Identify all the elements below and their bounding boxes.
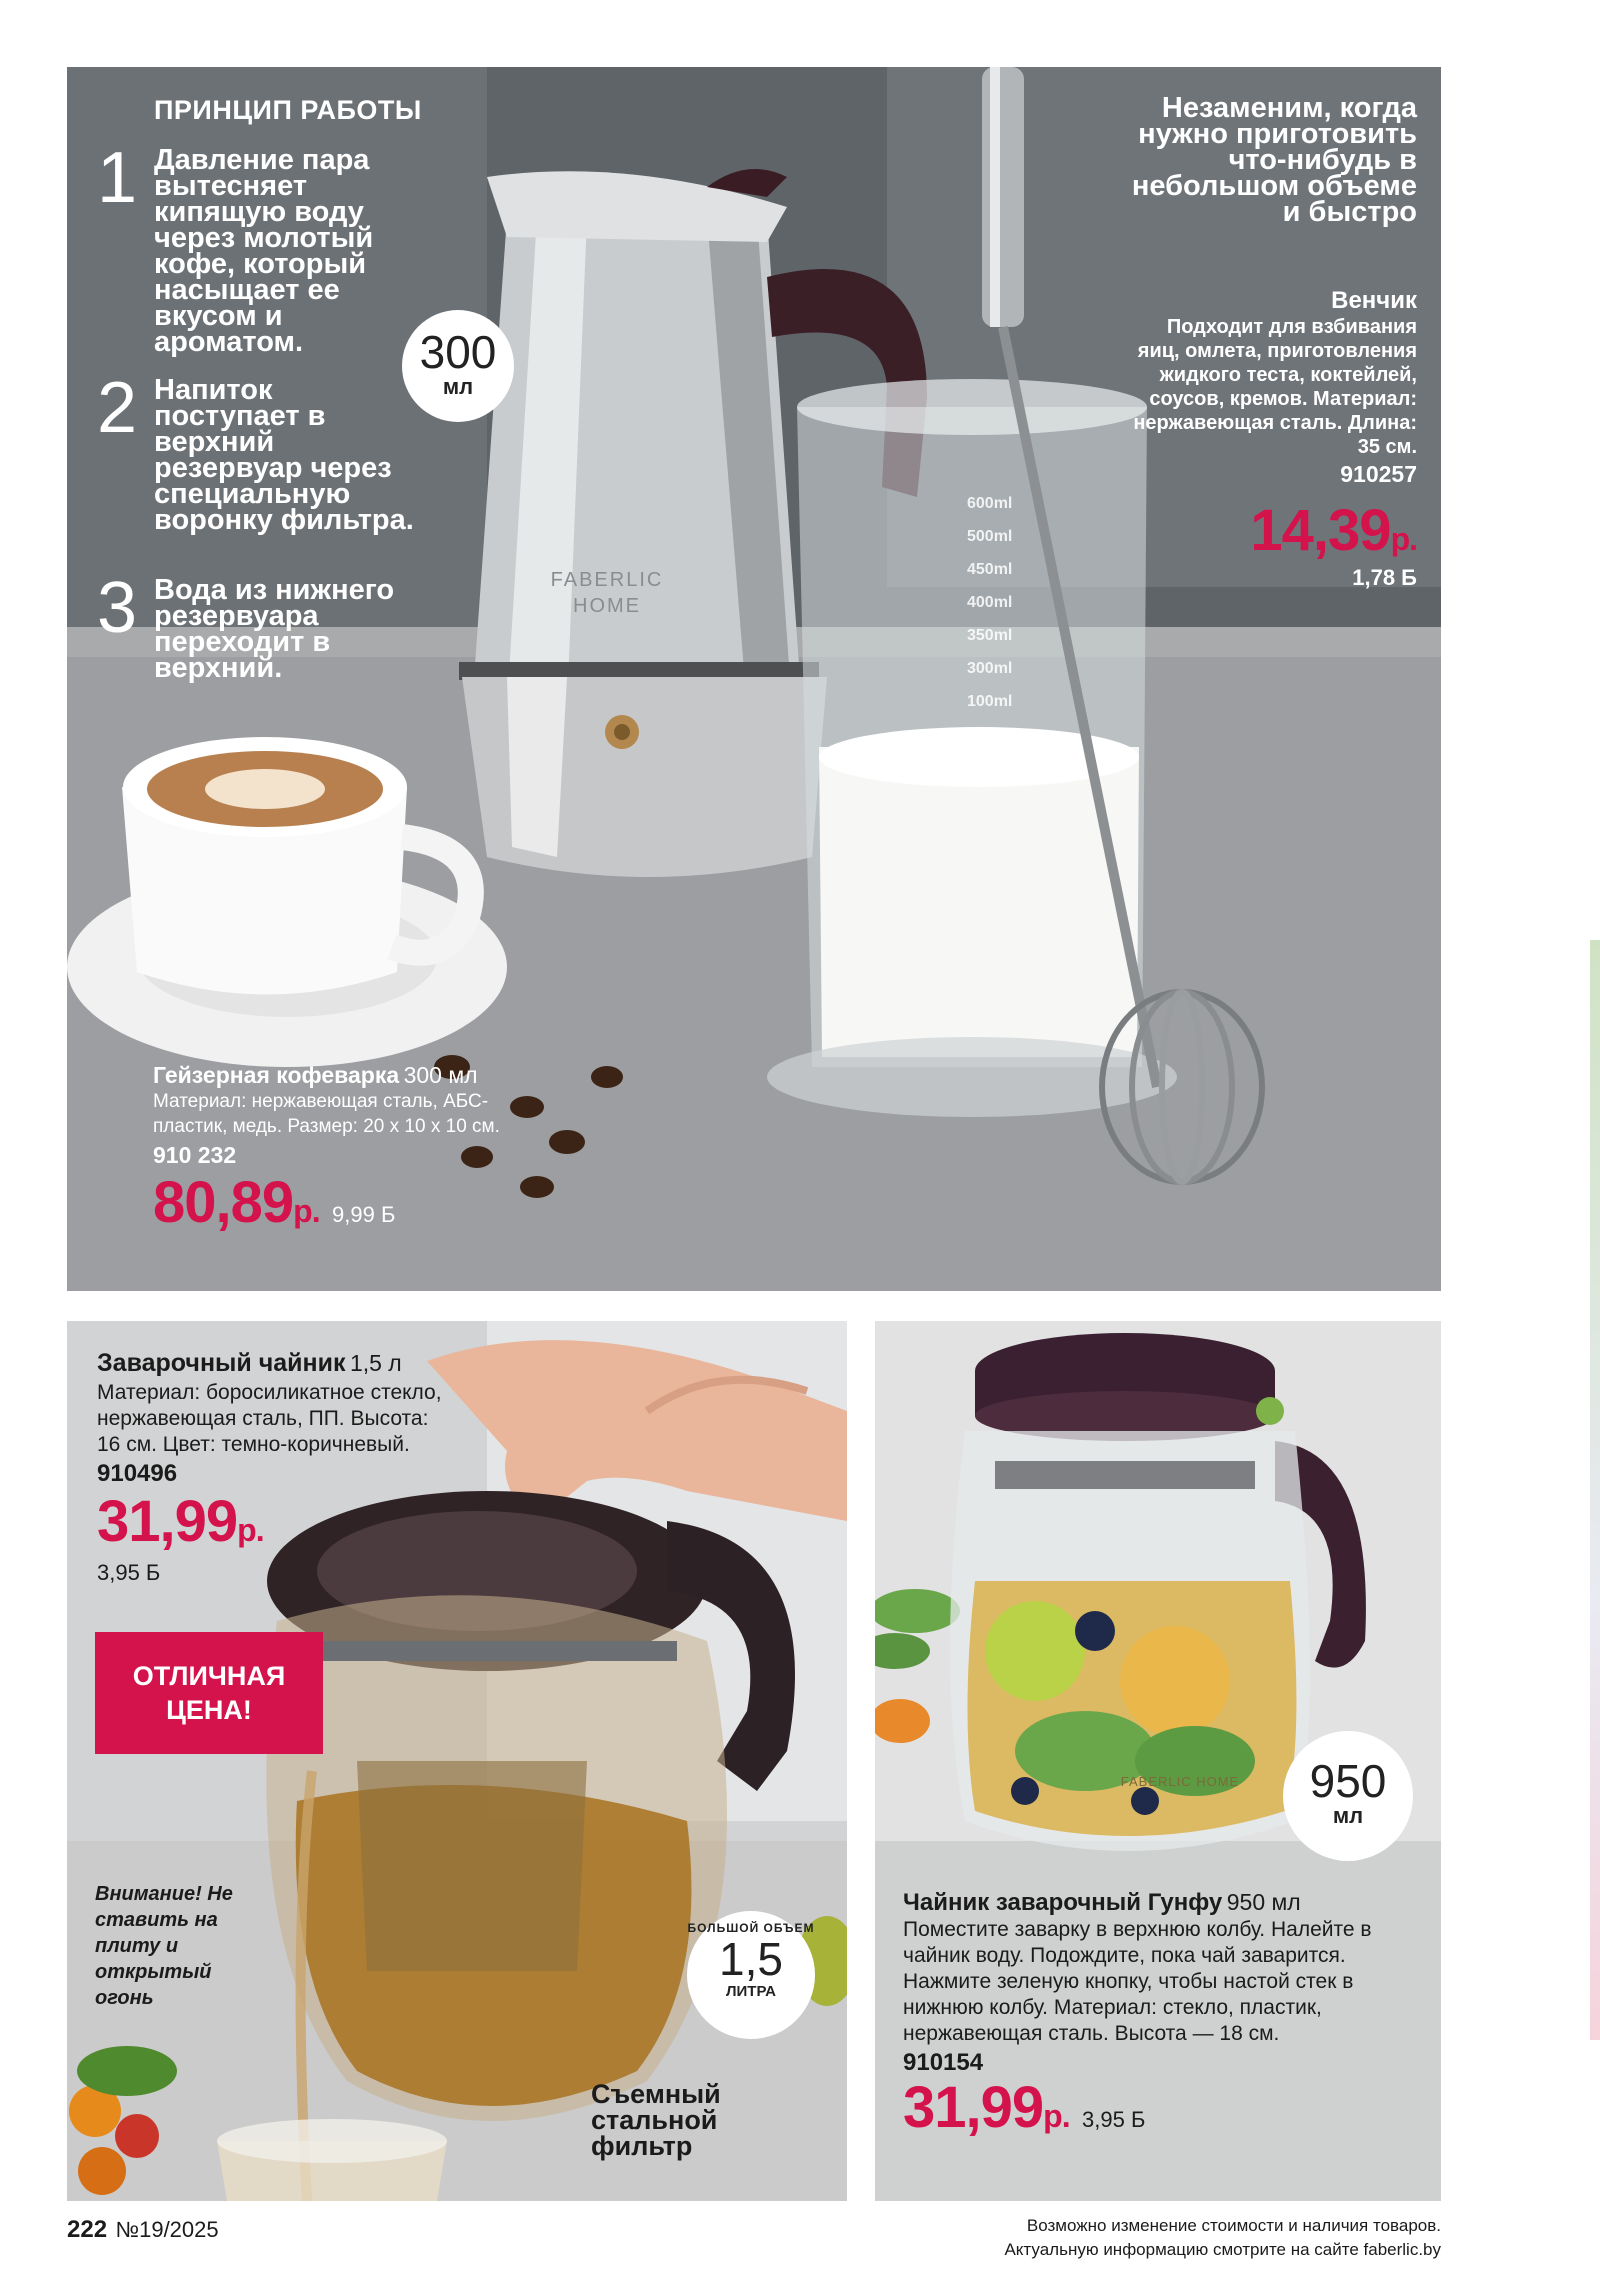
step-number: 2 — [97, 368, 138, 448]
warning-text: Внимание! Не ставить на плиту и открытый огонь — [95, 1883, 233, 2009]
product-name: Чайник заварочный Гунфу — [903, 1889, 1223, 1916]
step-number: 3 — [97, 568, 138, 648]
principle-title: ПРИНЦИП РАБОТЫ — [154, 95, 422, 125]
product-name: Заварочный чайник — [97, 1349, 346, 1377]
product-points: 3,95 Б — [97, 1560, 161, 1585]
filter-note: Съемный стальной фильтр — [591, 2079, 721, 2161]
page-footer — [67, 2214, 1441, 2274]
volume-badge-value: 950 — [1309, 1755, 1387, 1807]
product-points: 3,95 Б — [1082, 2107, 1146, 2132]
volume-badge-unit: мл — [1332, 1803, 1364, 1828]
beaker-scale-mark: 400ml — [967, 594, 1013, 611]
teapot-info — [97, 1349, 497, 1586]
beaker-scale-mark: 500ml — [967, 528, 1013, 545]
beaker-scale-mark: 450ml — [967, 561, 1013, 578]
pot-brand-label: FABERLIC HOME — [550, 569, 664, 617]
teapot-product-panel — [67, 1321, 847, 2201]
beaker-scale-mark: 350ml — [967, 627, 1013, 644]
coffee-maker-product — [153, 1062, 573, 1233]
promo-badge — [95, 1632, 323, 1754]
beaker-scale-marks — [967, 487, 1117, 718]
step-text: Вода из нижнего резервуара переходит в верхний. — [154, 574, 395, 684]
step-text: Давление пара вытесняет кипящую воду через молотый кофе, который насыщает ее вкусом и ароматом. — [154, 144, 374, 358]
step-number: 1 — [97, 138, 138, 218]
badge-arc-text: БОЛЬШОЙ ОБЪЕМ — [687, 1921, 815, 1935]
volume-badge-unit: мл — [442, 374, 474, 399]
volume-badge — [1283, 1731, 1413, 1861]
price-currency: р. — [1390, 521, 1417, 557]
product-volume: 1,5 л — [349, 1350, 402, 1376]
product-description: Материал: боросиликатное стекло, нержавеющая сталь, ПП. Высота: 16 см. Цвет: темно-коричневый. — [97, 1381, 442, 1456]
volume-badge — [687, 1911, 815, 2039]
product-name: Гейзерная кофеварка — [153, 1062, 400, 1088]
volume-badge-unit: ЛИТРА — [726, 1983, 776, 2000]
price-currency: р. — [1043, 2098, 1070, 2134]
gongfu-teapot-panel — [875, 1321, 1441, 2201]
disclaimer-line-1: Возможно изменение стоимости и наличия товаров. — [1026, 2216, 1441, 2235]
product-volume: 300 мл — [403, 1062, 478, 1088]
disclaimer-line-2: Актуальную информацию смотрите на сайте faberlic.by — [1004, 2240, 1441, 2259]
beaker-scale-mark: 300ml — [967, 660, 1013, 677]
product-volume: 950 мл — [1226, 1889, 1301, 1915]
gongfu-info — [903, 1889, 1433, 2140]
product-description: Материал: нержавеющая сталь, АБС-пластик, медь. Размер: 20 x 10 x 10 см. — [153, 1091, 500, 1137]
product-code: 910 232 — [153, 1142, 237, 1168]
product-points: 1,78 Б — [1352, 565, 1417, 590]
product-description: Поместите заварку в верхнюю колбу. Налейте в чайник воду. Подождите, пока чай заварится. Нажмите зеленую кнопку, чтобы настой стек в нижнюю колбу. Материал: стекло, пластик, нержавеющая сталь. Высота — 18 см. — [903, 1918, 1372, 2045]
issue-number: №19/2025 — [115, 2217, 219, 2242]
product-description: Подходит для взбивания яиц, омлета, приготовления жидкого теста, коктейлей, соусов, кремов. Материал: нержавеющая сталь. Длина: 35 см. — [1133, 316, 1417, 458]
product-price: 80,89 — [153, 1170, 294, 1235]
product-code: 910257 — [1340, 461, 1417, 487]
product-name: Венчик — [1331, 287, 1417, 314]
beaker-scale-mark: 600ml — [967, 495, 1013, 512]
product-code: 910154 — [903, 2049, 984, 2076]
price-currency: р. — [293, 1193, 320, 1229]
volume-badge — [402, 310, 514, 422]
product-code: 910496 — [97, 1460, 178, 1487]
beaker-scale-mark: 100ml — [967, 693, 1013, 710]
product-price: 31,99 — [903, 2075, 1044, 2140]
whisk-tagline: Незаменим, когда нужно приготовить что-нибудь в небольшом объеме и быстро — [1131, 92, 1417, 228]
product-price: 31,99 — [97, 1489, 238, 1554]
product-points: 9,99 Б — [332, 1202, 396, 1227]
price-currency: р. — [237, 1512, 264, 1548]
volume-badge-value: 300 — [419, 326, 497, 378]
page-number: 222 — [67, 2216, 108, 2243]
product-price: 14,39 — [1250, 498, 1391, 563]
top-product-panel — [67, 67, 1441, 1291]
step-text: Напиток поступает в верхний резервуар через специальную воронку фильтра. — [154, 374, 414, 536]
page-edge-strip — [1590, 940, 1600, 2040]
promo-text: ОТЛИЧНАЯ ЦЕНА! — [132, 1661, 286, 1725]
pot-brand-label: FABERLIC HOME — [1120, 1774, 1240, 1789]
whisk-product — [1133, 287, 1417, 593]
volume-badge-value: 1,5 — [719, 1933, 783, 1985]
